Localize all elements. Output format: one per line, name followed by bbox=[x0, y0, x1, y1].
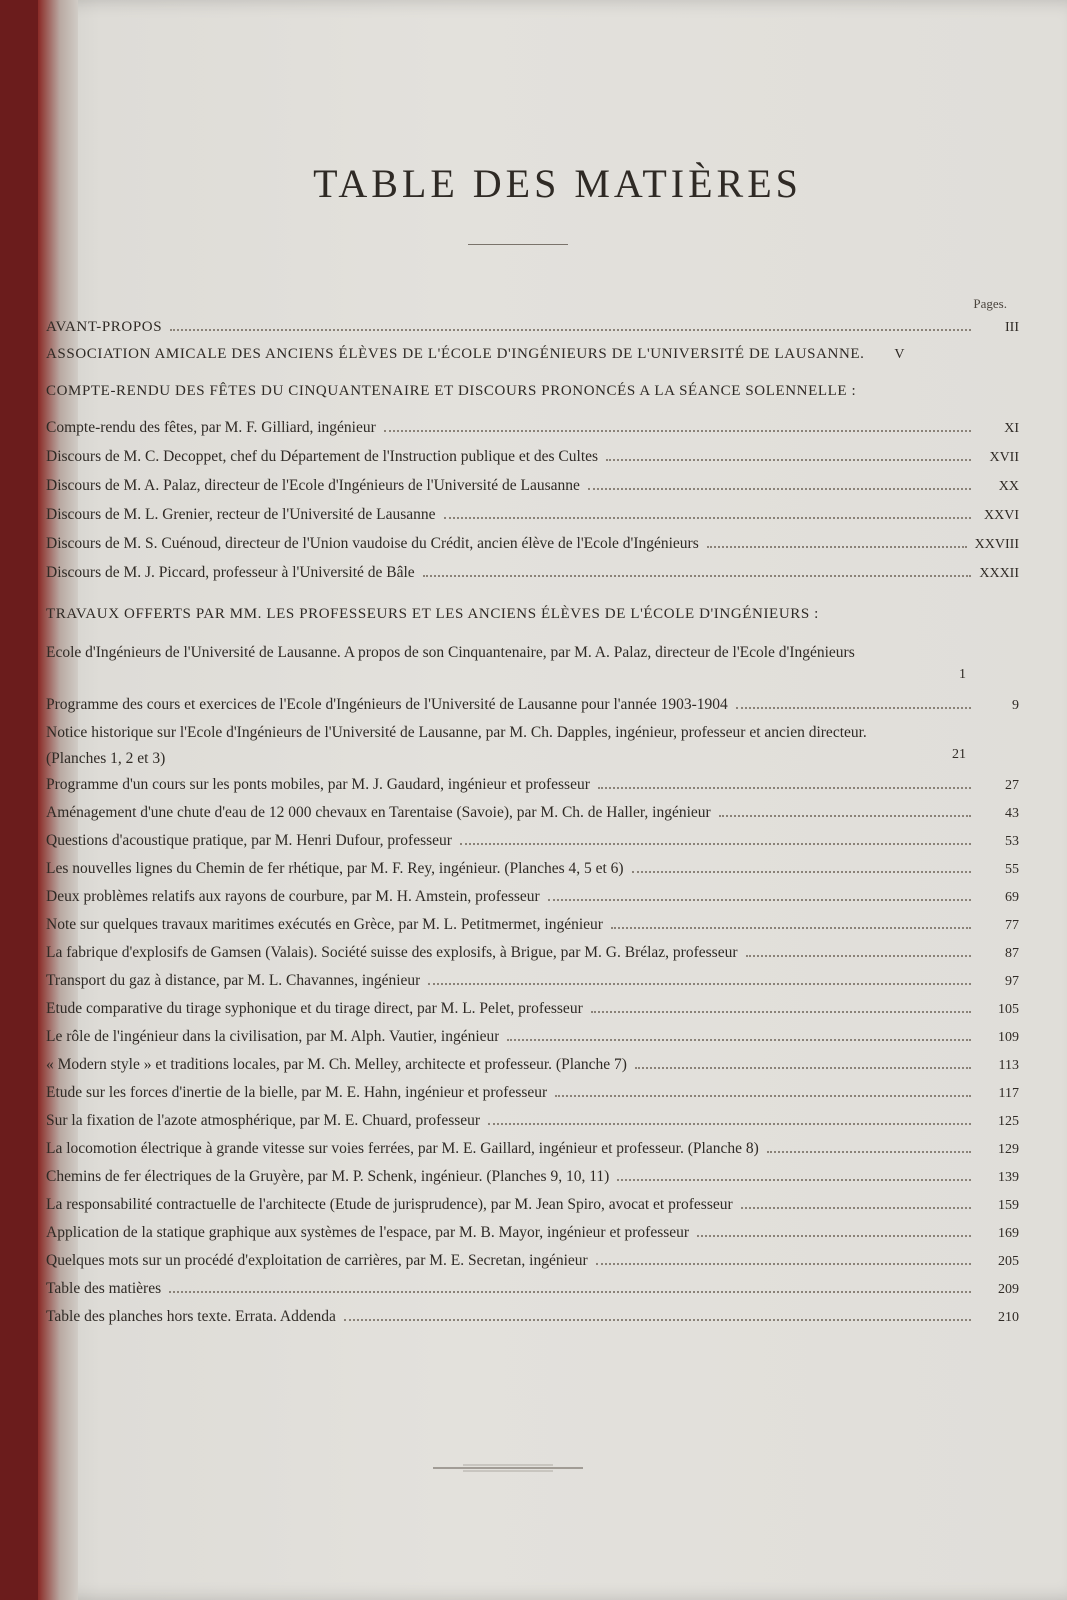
page-number: V bbox=[894, 347, 905, 362]
toc-entry: La locomotion électrique à grande vitesse sur voies ferrées, par M. E. Gaillard, ingénieur et professeur. (Planche 8) 129 bbox=[46, 1140, 1019, 1157]
page-number: 43 bbox=[1005, 806, 1019, 821]
toc-entry: Questions d'acoustique pratique, par M. Henri Dufour, professeur 53 bbox=[46, 832, 1019, 849]
page-number: III bbox=[1005, 320, 1019, 335]
toc-entry: Discours de M. L. Grenier, recteur de l'Université de Lausanne XXVI bbox=[46, 506, 1019, 523]
page-number: XI bbox=[1004, 421, 1019, 436]
page-number: XVII bbox=[989, 450, 1019, 465]
page-number: XX bbox=[998, 479, 1019, 494]
toc-entry: Table des planches hors texte. Errata. Addenda 210 bbox=[46, 1308, 1019, 1325]
toc-entry: ASSOCIATION AMICALE DES ANCIENS ÉLÈVES DE L'ÉCOLE D'INGÉNIEURS DE L'UNIVERSITÉ DE LAUSANNE. V bbox=[46, 346, 905, 362]
toc-entry: Discours de M. C. Decoppet, chef du Département de l'Instruction publique et des Cultes XVII bbox=[46, 448, 1019, 465]
toc-entry: Etude comparative du tirage syphonique et du tirage direct, par M. L. Pelet, professeur 105 bbox=[46, 1000, 1019, 1017]
pages-column-header: Pages. bbox=[973, 296, 1007, 311]
page-number: 129 bbox=[998, 1142, 1019, 1157]
page-number: 105 bbox=[998, 1002, 1019, 1017]
toc-entry: Compte-rendu des fêtes, par M. F. Gilliard, ingénieur XI bbox=[46, 419, 1019, 436]
toc-entry: « Modern style » et traditions locales, par M. Ch. Melley, architecte et professeur. (Planche 7) 113 bbox=[46, 1056, 1019, 1073]
page-number: 69 bbox=[1005, 890, 1019, 905]
page-number: 139 bbox=[998, 1170, 1019, 1185]
page-number: 55 bbox=[1005, 862, 1019, 877]
section-heading: COMPTE-RENDU DES FÊTES DU CINQUANTENAIRE ET DISCOURS PRONONCÉS A LA SÉANCE SOLENNELLE : bbox=[46, 383, 857, 399]
ornament-divider bbox=[433, 1462, 583, 1474]
page-number: 125 bbox=[998, 1114, 1019, 1129]
toc-entry: AVANT-PROPOS III bbox=[46, 319, 1019, 335]
page-number: 209 bbox=[998, 1282, 1019, 1297]
toc-entry: Le rôle de l'ingénieur dans la civilisation, par M. Alph. Vautier, ingénieur 109 bbox=[46, 1028, 1019, 1045]
page-number: 27 bbox=[1005, 778, 1019, 793]
page-number: 113 bbox=[998, 1058, 1019, 1073]
toc-entry: Deux problèmes relatifs aux rayons de courbure, par M. H. Amstein, professeur 69 bbox=[46, 888, 1019, 905]
toc-entry: Programme d'un cours sur les ponts mobiles, par M. J. Gaudard, ingénieur et professeur 27 bbox=[46, 776, 1019, 793]
page-number: 117 bbox=[998, 1086, 1019, 1101]
page-number: 205 bbox=[998, 1254, 1019, 1269]
toc-entry: Sur la fixation de l'azote atmosphérique, par M. E. Chuard, professeur 125 bbox=[46, 1112, 1019, 1129]
page-number: 159 bbox=[998, 1198, 1019, 1213]
page-number: 53 bbox=[1005, 834, 1019, 849]
toc-entry: Table des matières 209 bbox=[46, 1280, 1019, 1297]
toc-entry: Notice historique sur l'Ecole d'Ingénieurs de l'Université de Lausanne, par M. Ch. Dapples, ingénieur, professeur et ancien directeur. (Planches 1, 2 et 3) 21 bbox=[46, 720, 1019, 772]
toc-entry: Discours de M. A. Palaz, directeur de l'Ecole d'Ingénieurs de l'Université de Lausanne XX bbox=[46, 477, 1019, 494]
title-rule bbox=[468, 244, 568, 245]
toc-entry: Transport du gaz à distance, par M. L. Chavannes, ingénieur 97 bbox=[46, 972, 1019, 989]
page-number: 87 bbox=[1005, 946, 1019, 961]
page-gutter bbox=[38, 0, 78, 1600]
page-number: 169 bbox=[998, 1226, 1019, 1241]
toc-entry: Programme des cours et exercices de l'Ecole d'Ingénieurs de l'Université de Lausanne pour l'année 1903-1904 9 bbox=[46, 696, 1019, 713]
page-title: TABLE DES MATIÈRES bbox=[313, 161, 802, 206]
page-number: 21 bbox=[952, 747, 966, 762]
toc-entry: Application de la statique graphique aux systèmes de l'espace, par M. B. Mayor, ingénieur et professeur 169 bbox=[46, 1224, 1019, 1241]
toc-entry: La fabrique d'explosifs de Gamsen (Valais). Société suisse des explosifs, à Brigue, par M. G. Brélaz, professeur 87 bbox=[46, 944, 1019, 961]
page-number: XXVIII bbox=[974, 537, 1019, 552]
book-page bbox=[38, 0, 1067, 1600]
section-heading: TRAVAUX OFFERTS PAR MM. LES PROFESSEURS ET LES ANCIENS ÉLÈVES DE L'ÉCOLE D'INGÉNIEURS : bbox=[46, 606, 819, 622]
page-number: 9 bbox=[1012, 698, 1019, 713]
toc-entry: Ecole d'Ingénieurs de l'Université de Lausanne. A propos de son Cinquantenaire, par M. A. Palaz, directeur de l'Ecole d'Ingénieurs 1 bbox=[46, 640, 1019, 684]
toc-entry: Quelques mots sur un procédé d'exploitation de carrières, par M. E. Secretan, ingénieur 205 bbox=[46, 1252, 1019, 1269]
page-number: 1 bbox=[959, 667, 966, 682]
page-number: XXVI bbox=[984, 508, 1019, 523]
toc-entry: Etude sur les forces d'inertie de la bielle, par M. E. Hahn, ingénieur et professeur 117 bbox=[46, 1084, 1019, 1101]
page-number: 109 bbox=[998, 1030, 1019, 1045]
toc-entry: La responsabilité contractuelle de l'architecte (Etude de jurisprudence), par M. Jean Spiro, avocat et professeur 159 bbox=[46, 1196, 1019, 1213]
toc-entry: Aménagement d'une chute d'eau de 12 000 chevaux en Tarentaise (Savoie), par M. Ch. de Haller, ingénieur 43 bbox=[46, 804, 1019, 821]
toc-entry: Les nouvelles lignes du Chemin de fer rhétique, par M. F. Rey, ingénieur. (Planches 4, 5 et 6) 55 bbox=[46, 860, 1019, 877]
toc-entry: Chemins de fer électriques de la Gruyère, par M. P. Schenk, ingénieur. (Planches 9, 10, 11) 139 bbox=[46, 1168, 1019, 1185]
page-number: 77 bbox=[1005, 918, 1019, 933]
page-number: 210 bbox=[998, 1310, 1019, 1325]
page-number: XXXII bbox=[979, 566, 1019, 581]
page-number: 97 bbox=[1005, 974, 1019, 989]
toc-entry: Discours de M. S. Cuénoud, directeur de l'Union vaudoise du Crédit, ancien élève de l'Ecole d'Ingénieurs XXVIII bbox=[46, 535, 1019, 552]
toc-entry: Discours de M. J. Piccard, professeur à l'Université de Bâle XXXII bbox=[46, 564, 1019, 581]
toc-entry: Note sur quelques travaux maritimes exécutés en Grèce, par M. L. Petitmermet, ingénieur 77 bbox=[46, 916, 1019, 933]
